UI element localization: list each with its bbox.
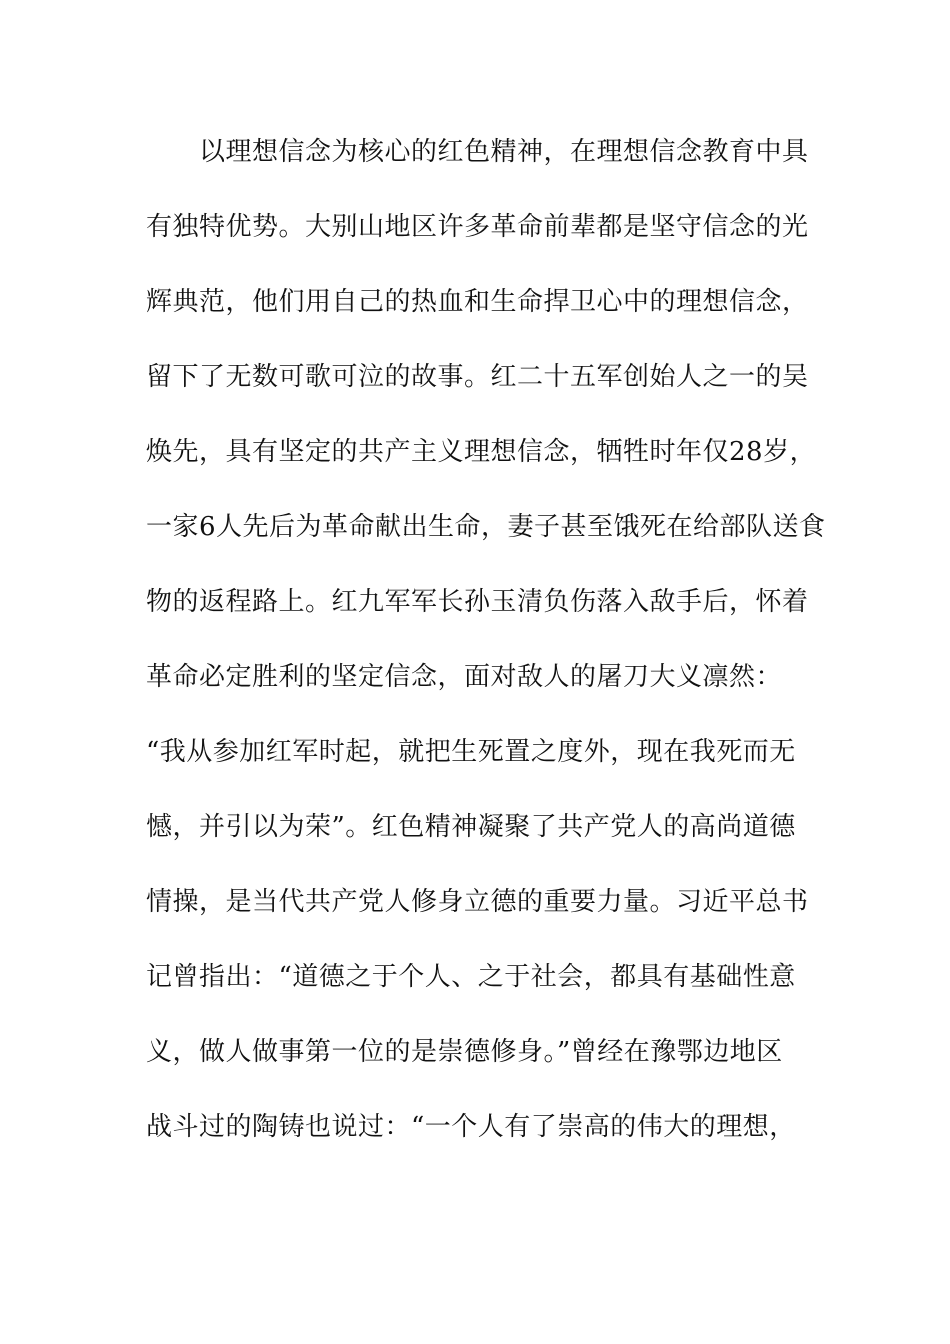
text-line: 革命必定胜利的坚定信念，面对敌人的屠刀大义凛然： <box>146 662 783 692</box>
text-line: 有独特优势。大别山地区许多革命前辈都是坚守信念的光 <box>146 212 809 242</box>
text-line: 情操，是当代共产党人修身立德的重要力量。习近平总书 <box>146 887 809 917</box>
text-line: 一家6人先后为革命献出生命，妻子甚至饿死在给部队送食 <box>146 512 826 542</box>
text-line: 义，做人做事第一位的是崇德修身。”曾经在豫鄂边地区 <box>146 1037 783 1067</box>
text-line: “我从参加红军时起，就把生死置之度外，现在我死而无 <box>146 737 796 767</box>
text-line: 战斗过的陶铸也说过：“一个人有了崇高的伟大的理想， <box>146 1112 796 1142</box>
text-line: 焕先，具有坚定的共产主义理想信念，牺牲时年仅28岁， <box>146 437 817 467</box>
text-line: 物的返程路上。红九军军长孙玉清负伤落入敌手后，怀着 <box>146 587 809 617</box>
text-line: 辉典范，他们用自己的热血和生命捍卫心中的理想信念， <box>146 287 809 317</box>
text-line: 留下了无数可歌可泣的故事。红二十五军创始人之一的吴 <box>146 362 809 392</box>
text-line: 记曾指出：“道德之于个人、之于社会，都具有基础性意 <box>146 962 796 992</box>
text-line: 憾，并引以为荣”。红色精神凝聚了共产党人的高尚道德 <box>146 812 796 842</box>
body-paragraph <box>146 128 826 1178</box>
text-line: 以理想信念为核心的红色精神，在理想信念教育中具 <box>199 137 809 167</box>
